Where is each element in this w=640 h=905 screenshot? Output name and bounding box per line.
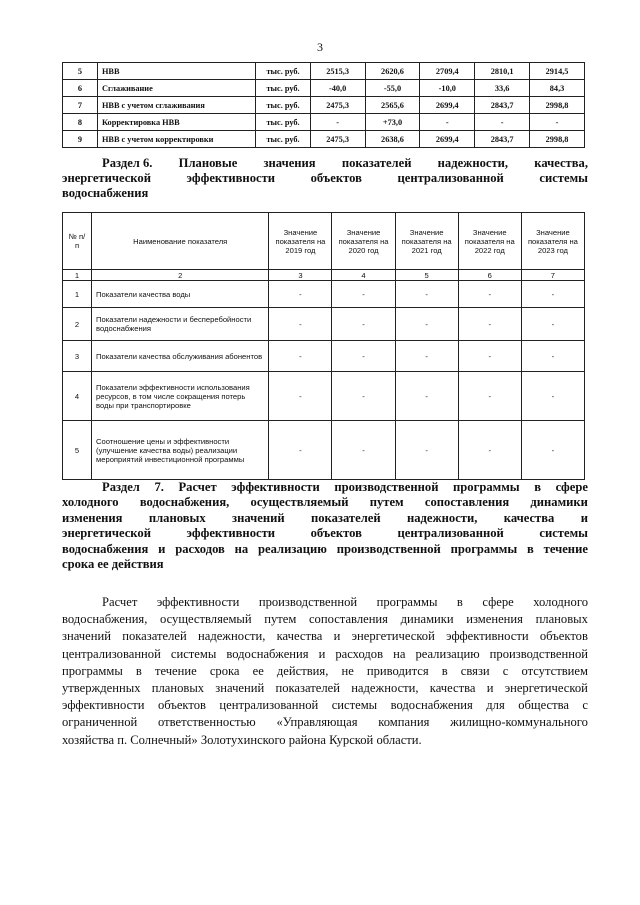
index-cell: 3 bbox=[269, 270, 332, 281]
heading-word: надежности, bbox=[437, 156, 509, 170]
heading-word: течение bbox=[543, 541, 588, 556]
page-number: 3 bbox=[317, 40, 323, 54]
row-value: - bbox=[458, 308, 521, 341]
row-value: -10,0 bbox=[420, 80, 475, 97]
heading-line: срока ее действия bbox=[62, 557, 164, 572]
index-cell: 7 bbox=[521, 270, 584, 281]
paragraph-word: холодного bbox=[533, 595, 588, 609]
paragraph-word: и bbox=[333, 629, 341, 644]
index-cell: 1 bbox=[63, 270, 92, 281]
heading-word: и bbox=[580, 510, 588, 525]
row-value: - bbox=[395, 421, 458, 480]
row-value: -40,0 bbox=[310, 80, 365, 97]
row-value: - bbox=[269, 341, 332, 372]
paragraph-word: надежности, bbox=[197, 629, 266, 644]
heading-word: эффективности bbox=[186, 526, 276, 541]
paragraph-word: «Управляющая bbox=[276, 715, 358, 730]
paragraph-word: действия, bbox=[276, 663, 329, 678]
row-value: 2515,3 bbox=[310, 63, 365, 80]
row-value: - bbox=[530, 114, 585, 131]
section6-heading bbox=[62, 156, 588, 201]
row-value: 84,3 bbox=[530, 80, 585, 97]
paragraph-word: показателей bbox=[275, 681, 340, 696]
header-year: Значение показателя на 2021 год bbox=[395, 213, 458, 270]
heading-word: расходов bbox=[175, 541, 225, 556]
heading-line bbox=[62, 542, 588, 557]
header-year: Значение показателя на 2019 год bbox=[269, 213, 332, 270]
row-value: - bbox=[269, 281, 332, 308]
paragraph-line bbox=[62, 697, 588, 714]
row-name: Показатели качества обслуживания абонентов bbox=[92, 341, 269, 372]
paragraph-word: водоснабжения bbox=[390, 698, 473, 713]
row-value: - bbox=[332, 281, 395, 308]
paragraph-word: сфере bbox=[482, 595, 514, 609]
paragraph-word: эффективности bbox=[446, 629, 529, 644]
header-row bbox=[63, 213, 585, 270]
row-value: - bbox=[395, 281, 458, 308]
paragraph-word: течение bbox=[154, 663, 197, 678]
row-value: 2475,3 bbox=[310, 97, 365, 114]
heading-word: программы bbox=[450, 541, 518, 556]
paragraph-word: ответственностью bbox=[158, 715, 256, 730]
paragraph-line bbox=[62, 646, 588, 663]
header-name: Наименование показателя bbox=[92, 213, 269, 270]
row-name: Соотношение цены и эффективности (улучшение качества воды) реализации мероприятий инвестиционной программы bbox=[92, 421, 269, 480]
row-value: - bbox=[269, 372, 332, 421]
row-value: 2914,5 bbox=[530, 63, 585, 80]
tariff-table bbox=[62, 62, 585, 148]
paragraph-word: срока bbox=[209, 663, 240, 678]
table-row bbox=[63, 421, 585, 480]
row-value: - bbox=[458, 421, 521, 480]
row-value: 2565,6 bbox=[365, 97, 420, 114]
row-value: - bbox=[420, 114, 475, 131]
heading-word: производственной bbox=[336, 541, 441, 556]
table-row bbox=[63, 80, 585, 97]
row-value: - bbox=[521, 421, 584, 480]
heading-word: Раздел bbox=[102, 480, 140, 494]
row-name: НВВ с учетом корректировки bbox=[97, 131, 255, 148]
heading-word: системы bbox=[539, 526, 588, 541]
paragraph-line bbox=[62, 680, 588, 697]
paragraph-word: плановых bbox=[151, 681, 205, 696]
paragraph-word: общества bbox=[518, 698, 569, 713]
heading-line bbox=[62, 480, 588, 495]
heading-word: путем bbox=[369, 495, 404, 510]
row-value: - bbox=[269, 308, 332, 341]
table-row bbox=[63, 63, 585, 80]
heading-word: объектов bbox=[310, 171, 362, 185]
paragraph-word: путем bbox=[264, 612, 297, 627]
heading-word: изменения bbox=[62, 510, 123, 525]
paragraph-word: системы bbox=[331, 698, 378, 713]
table-row bbox=[63, 97, 585, 114]
row-number: 2 bbox=[63, 308, 92, 341]
paragraph-word: утвержденных bbox=[62, 681, 141, 696]
row-name: Показатели эффективности использования ресурсов, в том числе сокращения потерь воды при транспортировке bbox=[92, 372, 269, 421]
heading-word: динамики bbox=[530, 495, 588, 510]
paragraph-word: реализацию bbox=[415, 646, 480, 661]
paragraph-word: в bbox=[441, 663, 448, 678]
tariff-table-body bbox=[63, 63, 585, 148]
paragraph-word: объектов bbox=[157, 698, 206, 713]
row-value: - bbox=[521, 308, 584, 341]
paragraph-line bbox=[62, 628, 588, 645]
paragraph-word: компания bbox=[378, 715, 430, 730]
heading-word: 7. bbox=[154, 480, 164, 494]
heading-word: плановых bbox=[148, 510, 206, 525]
index-cell: 4 bbox=[332, 270, 395, 281]
row-value: - bbox=[395, 308, 458, 341]
heading-word: сфере bbox=[555, 480, 588, 494]
heading-word: значения bbox=[263, 156, 316, 170]
section6-line2 bbox=[62, 171, 588, 186]
heading-word: в bbox=[534, 480, 542, 494]
paragraph-word: показателей bbox=[122, 629, 187, 644]
row-number: 9 bbox=[63, 131, 98, 148]
row-value: 2620,6 bbox=[365, 63, 420, 80]
paragraph-word: системы bbox=[170, 646, 217, 661]
paragraph-word: производственной bbox=[258, 595, 358, 609]
paragraph-word: централизованной bbox=[219, 698, 319, 713]
row-value: 2699,4 bbox=[420, 131, 475, 148]
heading-word: значений bbox=[232, 510, 285, 525]
row-value: - bbox=[521, 372, 584, 421]
heading-word: централизованной bbox=[397, 526, 504, 541]
heading-word: показателей bbox=[310, 510, 381, 525]
row-value: - bbox=[458, 372, 521, 421]
heading-word: программы bbox=[453, 480, 520, 494]
row-unit: тыс. руб. bbox=[256, 63, 310, 80]
table-row bbox=[63, 341, 585, 372]
heading-line bbox=[62, 495, 588, 510]
row-value: - bbox=[310, 114, 365, 131]
row-value: 2699,4 bbox=[420, 97, 475, 114]
heading-word: в bbox=[527, 541, 534, 556]
row-value: - bbox=[332, 341, 395, 372]
heading-word: реализацию bbox=[258, 541, 327, 556]
index-cell: 6 bbox=[458, 270, 521, 281]
paragraph-word: значений bbox=[215, 681, 265, 696]
row-value: 2843,7 bbox=[475, 131, 530, 148]
heading-word: надежности, bbox=[407, 510, 478, 525]
heading-word: холодного bbox=[62, 495, 119, 510]
table-row bbox=[63, 372, 585, 421]
paragraph-word: эффективности bbox=[62, 698, 145, 713]
paragraph-word: динамики bbox=[400, 612, 454, 627]
paragraph-line: хозяйства п. Солнечный» Золотухинского района Курской области. bbox=[62, 732, 422, 747]
row-name: НВВ с учетом сглаживания bbox=[97, 97, 255, 114]
table-row bbox=[63, 114, 585, 131]
row-name: Показатели надежности и бесперебойности водоснабжения bbox=[92, 308, 269, 341]
header-year: Значение показателя на 2022 год bbox=[458, 213, 521, 270]
header-year: Значение показателя на 2020 год bbox=[332, 213, 395, 270]
heading-word: водоснабжения, bbox=[139, 495, 230, 510]
heading-word: энергетической bbox=[62, 526, 151, 541]
row-value: 2810,1 bbox=[475, 63, 530, 80]
paragraph-word: водоснабжения bbox=[226, 646, 309, 661]
row-number: 7 bbox=[63, 97, 98, 114]
paragraph-word: и bbox=[486, 681, 494, 696]
heading-word: эффективности bbox=[231, 480, 320, 494]
row-unit: тыс. руб. bbox=[256, 131, 310, 148]
row-value: - bbox=[332, 421, 395, 480]
indicators-table-body bbox=[63, 213, 585, 480]
paragraph-line bbox=[62, 611, 588, 628]
row-number: 8 bbox=[63, 114, 98, 131]
paragraph-word: сопоставления bbox=[308, 612, 388, 627]
row-number: 1 bbox=[63, 281, 92, 308]
paragraph-word: объектов bbox=[539, 629, 588, 644]
paragraph-word: централизованной bbox=[62, 646, 161, 661]
paragraph-line bbox=[62, 714, 588, 731]
heading-word: показателей bbox=[341, 156, 412, 170]
section6-line3: водоснабжения bbox=[62, 186, 149, 200]
row-value: 2843,7 bbox=[475, 97, 530, 114]
paragraph-word: изменения bbox=[466, 612, 523, 627]
row-value: - bbox=[395, 372, 458, 421]
paragraph-word: отсутствием bbox=[521, 663, 588, 678]
heading-word: и bbox=[158, 541, 166, 556]
heading-word: Раздел 6. bbox=[102, 156, 153, 170]
row-name: НВВ bbox=[97, 63, 255, 80]
heading-word: производственной bbox=[334, 480, 439, 494]
row-value: - bbox=[475, 114, 530, 131]
indicators-table bbox=[62, 212, 585, 480]
paragraph-word: с bbox=[582, 698, 588, 713]
heading-word: качества bbox=[503, 510, 555, 525]
row-name: Сглаживание bbox=[97, 80, 255, 97]
row-number: 6 bbox=[63, 80, 98, 97]
paragraph-word: качества bbox=[276, 629, 323, 644]
row-value: 2709,4 bbox=[420, 63, 475, 80]
paragraph-word: программы bbox=[376, 595, 438, 609]
paragraph-word: ее bbox=[252, 663, 264, 678]
row-number: 4 bbox=[63, 372, 92, 421]
row-unit: тыс. руб. bbox=[256, 80, 310, 97]
paragraph-word: производственной bbox=[489, 646, 588, 661]
table-row bbox=[63, 308, 585, 341]
heading-word: Расчет bbox=[178, 480, 217, 494]
paragraph-word: значений bbox=[62, 629, 111, 644]
row-value: - bbox=[269, 421, 332, 480]
row-value: - bbox=[395, 341, 458, 372]
paragraph-word: ограниченной bbox=[62, 715, 138, 730]
paragraph-word: расходов bbox=[335, 646, 384, 661]
row-name: Корректировка НВВ bbox=[97, 114, 255, 131]
paragraph-word: в bbox=[456, 595, 463, 609]
heading-word: эффективности bbox=[186, 171, 276, 185]
heading-word: объектов bbox=[310, 526, 362, 541]
paragraph-word: в bbox=[135, 663, 142, 678]
heading-word: Плановые bbox=[178, 156, 238, 170]
row-value: 2475,3 bbox=[310, 131, 365, 148]
paragraph-word: эффективности bbox=[156, 595, 240, 609]
heading-word: качества, bbox=[534, 156, 588, 170]
row-value: 33,6 bbox=[475, 80, 530, 97]
heading-word: сопоставления bbox=[424, 495, 510, 510]
paragraph-word: с bbox=[502, 663, 509, 678]
heading-word: осуществляемый bbox=[250, 495, 349, 510]
header-number: № п/п bbox=[63, 213, 92, 270]
heading-word: энергетической bbox=[62, 171, 151, 185]
body-paragraph bbox=[62, 594, 588, 749]
row-value: +73,0 bbox=[365, 114, 420, 131]
row-number: 5 bbox=[63, 421, 92, 480]
paragraph-word: для bbox=[486, 698, 505, 713]
heading-word: водоснабжения bbox=[62, 541, 149, 556]
header-year: Значение показателя на 2023 год bbox=[521, 213, 584, 270]
row-number: 5 bbox=[63, 63, 98, 80]
heading-line bbox=[62, 511, 588, 526]
row-value: - bbox=[332, 372, 395, 421]
heading-word: на bbox=[234, 541, 249, 556]
row-value: 2998,8 bbox=[530, 131, 585, 148]
paragraph-word: не bbox=[341, 663, 354, 678]
paragraph-word: и bbox=[318, 646, 326, 661]
paragraph-word: надежности, bbox=[351, 681, 419, 696]
index-cell: 2 bbox=[92, 270, 269, 281]
row-value: - bbox=[458, 281, 521, 308]
row-value: 2998,8 bbox=[530, 97, 585, 114]
index-cell: 5 bbox=[395, 270, 458, 281]
paragraph-word: приводится bbox=[366, 663, 429, 678]
section7-heading bbox=[62, 480, 588, 572]
paragraph-word: водоснабжения, bbox=[62, 612, 148, 627]
heading-word: системы bbox=[539, 171, 588, 185]
paragraph-word: энергетической bbox=[504, 681, 588, 696]
row-value: - bbox=[521, 281, 584, 308]
section6-line1 bbox=[62, 156, 588, 171]
index-row bbox=[63, 270, 585, 281]
table-row bbox=[63, 131, 585, 148]
row-value: - bbox=[332, 308, 395, 341]
row-value: -55,0 bbox=[365, 80, 420, 97]
paragraph-line bbox=[62, 594, 588, 611]
paragraph-line bbox=[62, 663, 588, 680]
paragraph-word: жилищно-коммунального bbox=[450, 715, 588, 730]
row-unit: тыс. руб. bbox=[256, 97, 310, 114]
row-value: 2638,6 bbox=[365, 131, 420, 148]
paragraph-word: осуществляемый bbox=[159, 612, 252, 627]
heading-line bbox=[62, 526, 588, 541]
paragraph-word: программы bbox=[62, 663, 123, 678]
paragraph-word: энергетической bbox=[351, 629, 435, 644]
paragraph-word: на bbox=[393, 646, 406, 661]
row-number: 3 bbox=[63, 341, 92, 372]
paragraph-word: плановых bbox=[535, 612, 588, 627]
paragraph-word: Расчет bbox=[102, 595, 138, 609]
table-row bbox=[63, 281, 585, 308]
heading-word: централизованной bbox=[397, 171, 504, 185]
row-value: - bbox=[458, 341, 521, 372]
paragraph-word: связи bbox=[460, 663, 490, 678]
row-value: - bbox=[521, 341, 584, 372]
row-unit: тыс. руб. bbox=[256, 114, 310, 131]
row-name: Показатели качества воды bbox=[92, 281, 269, 308]
paragraph-word: качества bbox=[429, 681, 476, 696]
